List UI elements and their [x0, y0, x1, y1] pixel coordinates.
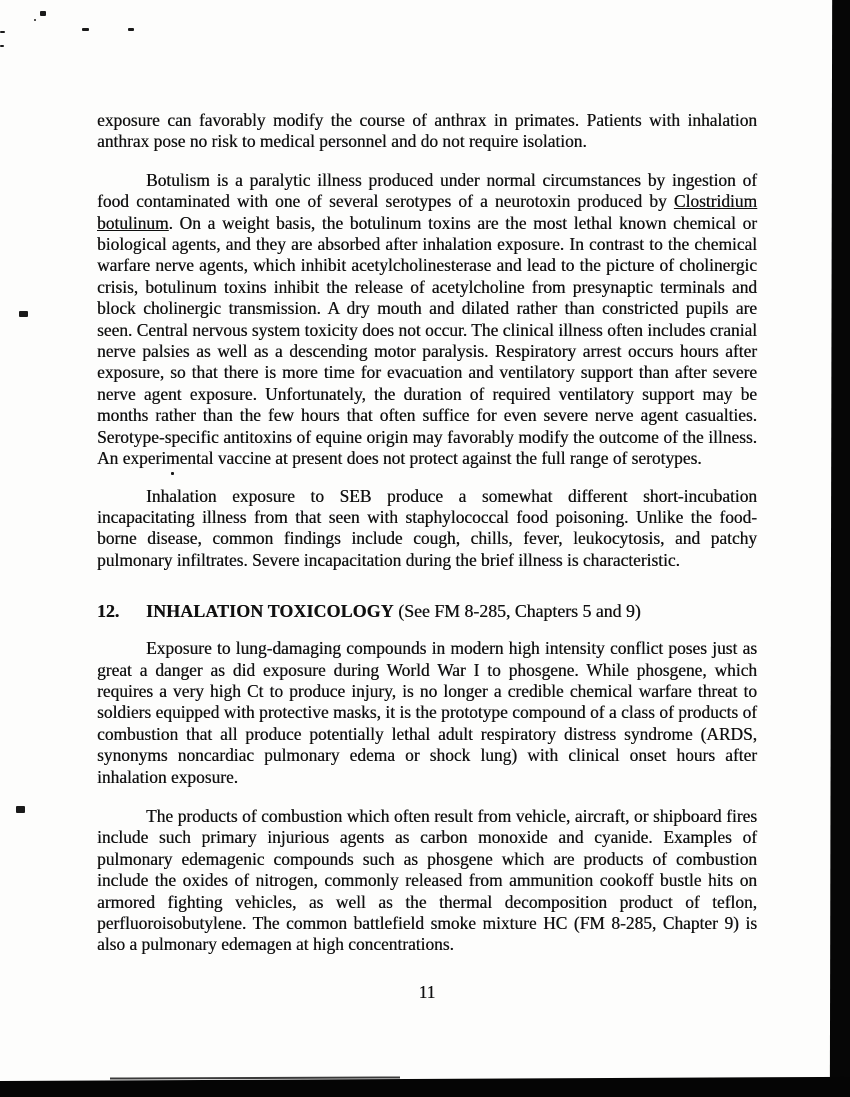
scan-speck	[0, 45, 4, 47]
section-number: 12.	[97, 601, 120, 622]
scan-speck	[82, 28, 89, 31]
scan-speck	[16, 806, 25, 813]
paragraph-anthrax: exposure can favorably modify the course of anthrax in primates. Patients with inhalation anthrax pose no risk to medical personnel and do not require isolation.	[97, 110, 757, 152]
scan-speck	[40, 11, 46, 16]
underlined-term: Clostridium botulinum	[97, 191, 757, 233]
paragraph-botulism	[97, 170, 757, 470]
paragraph-seb: Inhalation exposure to SEB produce a somewhat different short-incubation incapacitating illness from that seen with staphylococcal food poisoning. Unlike the food-borne disease, common findings include cough, chills, fever, leukocytosis, and patchy pulmonary infiltrates. Severe incapacitation during the brief illness is characteristic.	[97, 485, 757, 570]
paragraph-segment: . On a weight basis, the botulinum toxins are the most lethal known chemical or biological agents, and they are absorbed after inhalation exposure. In contrast to the chemical warfare nerve agents, which inhibit acetylcholinesterase and lead to the picture of cholinergic crisis, botulinum toxins inhibit the release of acetylcholine from presynaptic terminals and block cholinergic transmission. A dry mouth and dilated rather than constricted pupils are seen. Central nervous system toxicity does not occur. The clinical illness often includes cranial nerve palsies as well as a descending motor paralysis. Respiratory arrest occurs hours after exposure, so that there is more time for evacuation and ventilatory support than after severe nerve agent exposure. Unfortunately, the duration of required ventilatory support may be months rather than the few hours that often suffice for even severe nerve agent casualties. Serotype-specific antitoxins of equine origin may favorably modify the outcome of the illness. An experimental vaccine at present does not protect against the full range of serotypes.	[97, 212, 757, 469]
scan-speck	[171, 472, 174, 475]
paragraph-combustion: The products of combustion which often result from vehicle, aircraft, or shipboard fires include such primary injurious agents as carbon monoxide and cyanide. Examples of pulmonary edemagenic compounds such as phosgene which are products of combustion include the oxides of nitrogen, commonly released from ammunition cookoff bustle hits on armored fighting vehicles, as well as the thermal decomposition product of teflon, perfluoroisobutylene. The common battlefield smoke mixture HC (FM 8-285, Chapter 9) is also a pulmonary edemagen at high concentrations.	[97, 805, 757, 955]
scan-speck	[19, 311, 28, 317]
scan-edge-right	[830, 0, 850, 1097]
scan-speck	[128, 28, 134, 31]
text-block	[97, 110, 757, 956]
scan-speck	[0, 31, 5, 33]
section-reference: (See FM 8-285, Chapters 5 and 9)	[393, 601, 641, 622]
scan-edge-bottom	[0, 1077, 850, 1097]
paragraph-phosgene: Exposure to lung-damaging compounds in modern high intensity conflict poses just as great a danger as did exposure during World War I to phosgene. While phosgene, which requires a very high Ct to produce injury, is no longer a credible chemical warfare threat to soldiers equipped with protective masks, it is the prototype compound of a class of products of combustion that all produce potentially lethal adult respiratory distress syndrome (ARDS, synonyms noncardiac pulmonary edema or shock lung) with clinical onset hours after inhalation exposure.	[97, 638, 757, 787]
section-heading	[97, 600, 757, 622]
page-number: 11	[418, 982, 436, 1002]
paragraph-segment: Botulism is a paralytic illness produced under normal circumstances by ingestion of food contaminated with one of several serotypes of a neurotoxin produced by	[97, 169, 757, 212]
scan-speck	[34, 19, 36, 21]
section-title: INHALATION TOXICOLOGY	[146, 601, 394, 622]
